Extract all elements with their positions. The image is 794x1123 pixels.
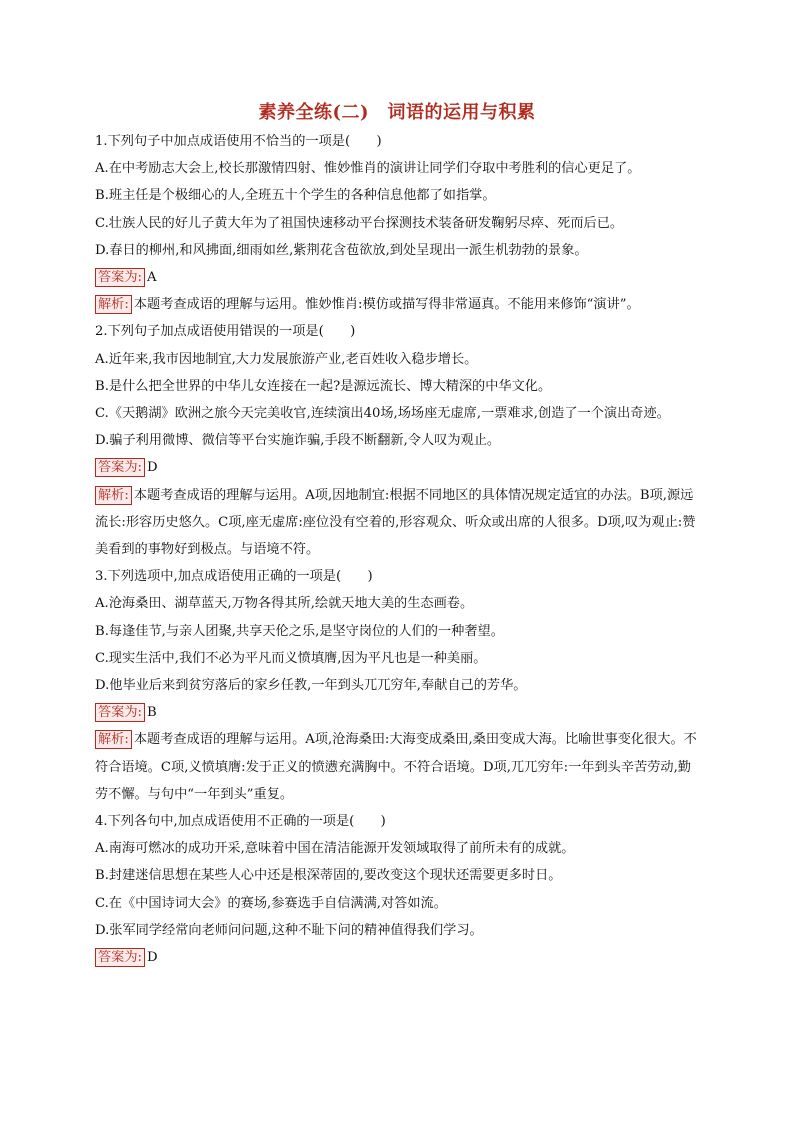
question-list <box>95 128 699 971</box>
question-block <box>95 128 699 318</box>
option-b: B.是什么把全世界的中华儿女连接在一起?是源远流长、博大精深的中华文化。 <box>95 378 552 394</box>
answer-row <box>95 944 699 971</box>
option-c: C.《天鹅湖》欧洲之旅今天完美收官,连续演出40场,场场座无虚席,一票难求,创造了一个演出奇迹。 <box>95 406 670 422</box>
option-d: D.骗子利用微博、微信等平台实施诈骗,手段不断翻新,令人叹为观止。 <box>95 433 501 449</box>
option-c: C.壮族人民的好儿子黄大年为了祖国快速移动平台探测技术装备研发鞠躬尽瘁、死而后已。 <box>95 215 624 231</box>
answer-row <box>95 454 699 481</box>
answer-tag: 答案为: <box>95 458 145 477</box>
answer-value: B <box>147 705 157 721</box>
answer-tag: 答案为: <box>95 703 145 722</box>
answer-value: A <box>147 270 157 286</box>
question-block <box>95 318 699 563</box>
analysis-row <box>95 726 699 808</box>
analysis-tag: 解析: <box>95 295 132 314</box>
analysis-tag: 解析: <box>95 730 132 749</box>
option-b: B.每逢佳节,与亲人团聚,共享天伦之乐,是坚守岗位的人们的一种奢望。 <box>95 623 504 639</box>
answer-tag: 答案为: <box>95 268 145 287</box>
option-a: A.南海可燃冰的成功开采,意味着中国在清洁能源开发领域取得了前所未有的成就。 <box>95 841 575 857</box>
answer-tag: 答案为: <box>95 948 145 967</box>
question-block <box>95 563 699 808</box>
option-b: B.班主任是个极细心的人,全班五十个学生的各种信息他都了如指掌。 <box>95 188 496 204</box>
question-stem: 1.下列句子中加点成语使用不恰当的一项是( ) <box>95 134 382 149</box>
answer-value: D <box>147 950 158 966</box>
analysis-text: 本题考查成语的理解与运用。A项,沧海桑田:大海变成桑田,桑田变成大海。比喻世事变化很大。不符合语境。C项,义愤填膺:发于正义的愤懑充满胸中。不符合语境。D项,兀兀穷年:一年到头辛苦劳动,勤劳不懈。与句中“一年到头”重复。 <box>95 732 697 802</box>
option-d: D.他毕业后来到贫穷落后的家乡任教,一年到头兀兀穷年,奉献自己的芳华。 <box>95 678 527 694</box>
option-c: C.现实生活中,我们不必为平凡而义愤填膺,因为平凡也是一种美丽。 <box>95 650 487 666</box>
answer-value: D <box>147 460 158 476</box>
question-stem: 2.下列句子加点成语使用错误的一项是( ) <box>95 324 356 340</box>
question-stem: 4.下列各句中,加点成语使用不正确的一项是( ) <box>95 814 386 830</box>
analysis-text: 本题考查成语的理解与运用。惟妙惟肖:模仿或描写得非常逼真。不能用来修饰“演讲”。 <box>133 297 640 313</box>
option-a: A.近年来,我市因地制宜,大力发展旅游产业,老百姓收入稳步增长。 <box>95 351 478 367</box>
option-d: D.张军同学经常向老师问问题,这种不耻下问的精神值得我们学习。 <box>95 922 483 938</box>
page-title: 素养全练(二) 词语的运用与积累 <box>258 102 536 123</box>
question-stem: 3.下列选项中,加点成语使用正确的一项是( ) <box>95 569 373 585</box>
analysis-text: 本题考查成语的理解与运用。A项,因地制宜:根据不同地区的具体情况规定适宜的办法。B项,源远流长:形容历史悠久。C项,座无虚席:座位没有空着的,形容观众、听众或出席的人很多。D项,叹为观止:赞美看到的事物好到极点。与语境不符。 <box>95 487 696 558</box>
answer-row <box>95 699 699 726</box>
option-c: C.在《中国诗词大会》的赛场,参赛选手自信满满,对答如流。 <box>95 895 447 911</box>
option-a: A.在中考励志大会上,校长那激情四射、惟妙惟肖的演讲让同学们夺取中考胜利的信心更足了。 <box>95 161 641 177</box>
question-block <box>95 808 699 971</box>
option-b: B.封建迷信思想在某些人心中还是根深蒂固的,要改变这个现状还需要更多时日。 <box>95 868 562 884</box>
option-a: A.沧海桑田、湖草蓝天,万物各得其所,绘就天地大美的生态画卷。 <box>95 596 474 612</box>
analysis-row <box>95 482 699 564</box>
answer-row <box>95 264 699 291</box>
option-d: D.春日的柳州,和风拂面,细雨如丝,紫荆花含苞欲放,到处呈现出一派生机勃勃的景象。 <box>95 242 588 258</box>
analysis-row <box>95 291 699 318</box>
analysis-tag: 解析: <box>95 486 132 505</box>
